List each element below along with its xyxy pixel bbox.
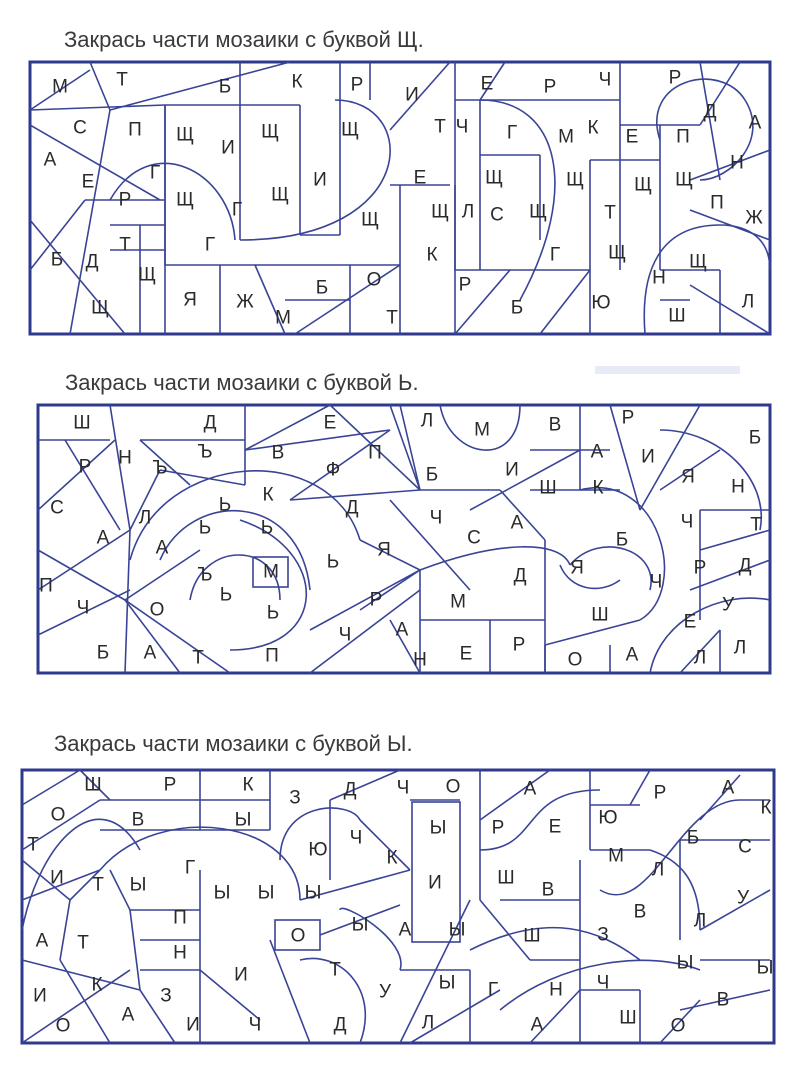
mosaic-letter: И <box>641 446 655 468</box>
mosaic-letter: Т <box>386 307 398 329</box>
mosaic-letter: Н <box>118 447 132 469</box>
mosaic-letter: Р <box>543 76 557 98</box>
mosaic-letter: Р <box>621 407 635 429</box>
mosaic-letter: Б <box>615 529 629 551</box>
mosaic-letter: Г <box>231 199 243 221</box>
mosaic-letter: Ы <box>304 882 322 904</box>
mosaic-letter: А <box>121 1004 135 1026</box>
mosaic-letter: З <box>289 787 301 809</box>
mosaic-letter: Ы <box>429 817 447 839</box>
mosaic-letter: Я <box>570 557 584 579</box>
mosaic-letter: А <box>398 919 412 941</box>
mosaic-letter: Ч <box>76 597 90 619</box>
mosaic-letter: Г <box>204 234 216 256</box>
mosaic-letter: И <box>428 872 442 894</box>
mosaic-letter: Т <box>604 202 616 224</box>
mosaic-letter: Е <box>81 171 95 193</box>
mosaic-letter: Ш <box>619 1007 637 1029</box>
mosaic-letter: Н <box>413 649 427 671</box>
mosaic-letter: Щ <box>608 242 626 264</box>
mosaic-letter: Щ <box>431 201 449 223</box>
mosaic-letter: Р <box>693 557 707 579</box>
mosaic-letter: О <box>290 925 306 947</box>
mosaic-letter: Е <box>480 73 494 95</box>
mosaic-letter: С <box>73 117 87 139</box>
mosaic-letter: Д <box>343 779 357 801</box>
mosaic-letter: В <box>131 809 145 831</box>
mosaic-letter: Д <box>85 251 99 273</box>
mosaic-letter: Ю <box>591 292 611 314</box>
mosaic-letter: Л <box>461 201 475 223</box>
mosaic-letter: О <box>55 1015 71 1037</box>
mosaic-letter: И <box>234 964 248 986</box>
mosaic-letter: М <box>263 561 279 583</box>
mosaic-letter: Е <box>413 167 427 189</box>
mosaic-letter: Г <box>487 979 499 1001</box>
mosaic-letter: П <box>173 907 187 929</box>
mosaic-1 <box>0 40 810 350</box>
mosaic-letter: Ж <box>745 207 763 229</box>
mosaic-letter: Щ <box>566 169 584 191</box>
mosaic-letter: Я <box>183 289 197 311</box>
mosaic-letter: К <box>242 774 254 796</box>
mosaic-letter: К <box>262 484 274 506</box>
mosaic-letter: Р <box>458 274 472 296</box>
mosaic-letter: Д <box>203 412 217 434</box>
mosaic-letter: Т <box>192 647 204 669</box>
mosaic-letter: Ш <box>591 604 609 626</box>
mosaic-letter: Д <box>703 101 717 123</box>
mosaic-letter: Ч <box>596 972 610 994</box>
mosaic-letter: Л <box>421 1012 435 1034</box>
mosaic-letter: Б <box>748 427 762 449</box>
mosaic-letter: Д <box>738 555 752 577</box>
mosaic-letter: Е <box>548 816 562 838</box>
mosaic-letter: П <box>676 126 690 148</box>
mosaic-letter: А <box>96 527 110 549</box>
mosaic-letter: М <box>608 845 624 867</box>
mosaic-letter: Е <box>459 643 473 665</box>
mosaic-letter: Б <box>686 827 700 849</box>
mosaic-letter: Г <box>549 244 561 266</box>
mosaic-letter: Ч <box>338 624 352 646</box>
mosaic-letter: Ш <box>73 412 91 434</box>
mosaic-letter: Щ <box>176 189 194 211</box>
mosaic-letter: З <box>597 924 609 946</box>
mosaic-letter: Ь <box>218 494 232 516</box>
mosaic-letter: Е <box>683 611 697 633</box>
mosaic-letter: А <box>625 644 639 666</box>
mosaic-letter: П <box>39 575 53 597</box>
mosaic-letter: М <box>275 307 291 329</box>
mosaic-letter: Ж <box>236 291 254 313</box>
mosaic-letter: Я <box>377 539 391 561</box>
mosaic-letter: М <box>52 76 68 98</box>
mosaic-letter: Р <box>491 817 505 839</box>
mosaic-letter: О <box>445 776 461 798</box>
mosaic-letter: Р <box>653 782 667 804</box>
mosaic-letter: Т <box>329 959 341 981</box>
mosaic-letter: Н <box>173 942 187 964</box>
mosaic-letter: Ы <box>213 882 231 904</box>
mosaic-letter: А <box>590 441 604 463</box>
mosaic-letter: Е <box>323 412 337 434</box>
mosaic-letter: Щ <box>689 251 707 273</box>
mosaic-letter: В <box>548 414 562 436</box>
mosaic-letter: Щ <box>138 264 156 286</box>
mosaic-letter: П <box>710 192 724 214</box>
mosaic-letter: Щ <box>675 169 693 191</box>
mosaic-letter: Щ <box>634 174 652 196</box>
mosaic-letter: Б <box>218 76 232 98</box>
mosaic-letter: Ч <box>598 69 612 91</box>
mosaic-letter: Ь <box>260 517 274 539</box>
mosaic-letter: Ъ <box>152 457 168 479</box>
mosaic-letter: Ш <box>84 774 102 796</box>
mosaic-letter: Б <box>425 464 439 486</box>
mosaic-letter: Ы <box>257 882 275 904</box>
mosaic-letter: А <box>748 112 762 134</box>
mosaic-letter: А <box>395 619 409 641</box>
mosaic-letter: О <box>50 804 66 826</box>
mosaic-letter: Т <box>92 874 104 896</box>
mosaic-letter: Д <box>333 1014 347 1036</box>
mosaic-letter: Е <box>625 126 639 148</box>
mosaic-letter: Щ <box>271 184 289 206</box>
mosaic-letter: З <box>160 985 172 1007</box>
mosaic-letter: М <box>558 126 574 148</box>
mosaic-letter: Ю <box>598 807 618 829</box>
mosaic-letter: Т <box>27 834 39 856</box>
mosaic-letter: К <box>91 974 103 996</box>
mosaic-letter: Ы <box>438 972 456 994</box>
mosaic-letter: А <box>523 778 537 800</box>
mosaic-letter: О <box>366 269 382 291</box>
mosaic-letter: К <box>592 477 604 499</box>
task-1-title: Закрась части мозаики с буквой Щ. <box>64 27 424 52</box>
mosaic-letter: В <box>541 879 555 901</box>
mosaic-letter: Ч <box>396 777 410 799</box>
mosaic-letter: И <box>221 137 235 159</box>
mosaic-letter: Я <box>681 466 695 488</box>
mosaic-letter: И <box>313 169 327 191</box>
mosaic-letter: И <box>33 985 47 1007</box>
mosaic-letter: Ч <box>349 827 363 849</box>
mosaic-letter: Л <box>138 507 152 529</box>
mosaic-letter: Т <box>750 514 762 536</box>
mosaic-letter: А <box>43 149 57 171</box>
mosaic-letter: Р <box>668 67 682 89</box>
mosaic-letter: Л <box>651 859 665 881</box>
mosaic-letter: А <box>155 537 169 559</box>
mosaic-letter: Ш <box>668 305 686 327</box>
mosaic-letter: Л <box>741 291 755 313</box>
mosaic-letter: К <box>587 117 599 139</box>
mosaic-letter: Ш <box>523 925 541 947</box>
mosaic-letter: Н <box>652 267 666 289</box>
mosaic-letter: Ь <box>266 602 280 624</box>
mosaic-letter: Щ <box>485 167 503 189</box>
mosaic-letter: Д <box>345 497 359 519</box>
mosaic-letter: Щ <box>261 121 279 143</box>
mosaic-letter: Ю <box>308 839 328 861</box>
mosaic-letter: Р <box>350 74 364 96</box>
mosaic-letter: Щ <box>341 119 359 141</box>
mosaic-letter: А <box>530 1014 544 1036</box>
mosaic-letter: Л <box>420 410 434 432</box>
task-2-title: Закрась части мозаики с буквой Ь. <box>65 370 419 395</box>
mosaic-letter: Р <box>118 189 132 211</box>
mosaic-letter: К <box>386 847 398 869</box>
mosaic-letter: Ч <box>248 1014 262 1036</box>
mosaic-letter: Б <box>96 642 110 664</box>
mosaic-letter: Ь <box>326 551 340 573</box>
mosaic-letter: П <box>128 119 142 141</box>
mosaic-letter: С <box>467 527 481 549</box>
mosaic-letter: Б <box>510 297 524 319</box>
mosaic-letter: Н <box>549 979 563 1001</box>
mosaic-letter: Б <box>315 277 329 299</box>
mosaic-letter: И <box>505 459 519 481</box>
mosaic-letter: Ъ <box>197 441 213 463</box>
mosaic-letter: О <box>670 1015 686 1037</box>
mosaic-letter: Д <box>513 565 527 587</box>
mosaic-letter: А <box>143 642 157 664</box>
mosaic-letter: Н <box>730 152 744 174</box>
mosaic-letter: Г <box>149 162 161 184</box>
mosaic-letter: Л <box>693 647 707 669</box>
mosaic-letter: Г <box>184 857 196 879</box>
mosaic-letter: В <box>716 989 730 1011</box>
mosaic-letter: Т <box>119 234 131 256</box>
mosaic-letter: К <box>426 244 438 266</box>
mosaic-letter: В <box>271 442 285 464</box>
mosaic-letter: А <box>721 777 735 799</box>
mosaic-letter: И <box>186 1014 200 1036</box>
task-3-title: Закрась части мозаики с буквой Ы. <box>54 731 413 756</box>
mosaic-letter: Ч <box>649 571 663 593</box>
mosaic-letter: Щ <box>91 297 109 319</box>
mosaic-letter: С <box>50 497 64 519</box>
mosaic-letter: Ф <box>325 459 341 481</box>
mosaic-letter: Ь <box>219 584 233 606</box>
mosaic-letter: С <box>490 204 504 226</box>
mosaic-letter: П <box>368 442 382 464</box>
mosaic-letter: Щ <box>361 209 379 231</box>
mosaic-letter: Щ <box>176 124 194 146</box>
mosaic-letter: И <box>405 84 419 106</box>
mosaic-letter: Ы <box>756 957 774 979</box>
mosaic-3 <box>0 760 810 1060</box>
mosaic-letter: Р <box>78 456 92 478</box>
mosaic-letter: Н <box>731 476 745 498</box>
mosaic-letter: Ч <box>680 511 694 533</box>
mosaic-letter: Т <box>434 116 446 138</box>
mosaic-letter: Р <box>163 774 177 796</box>
mosaic-letter: С <box>738 836 752 858</box>
mosaic-letter: К <box>291 71 303 93</box>
mosaic-letter: Т <box>77 932 89 954</box>
mosaic-letter: У <box>721 594 735 616</box>
mosaic-letter: Р <box>512 634 526 656</box>
mosaic-letter: Л <box>693 910 707 932</box>
mosaic-letter: Ъ <box>197 564 213 586</box>
mosaic-letter: А <box>35 930 49 952</box>
mosaic-letter: Ы <box>351 914 369 936</box>
mosaic-letter: И <box>50 867 64 889</box>
mosaic-letter: Ы <box>129 874 147 896</box>
mosaic-letter: Ш <box>497 867 515 889</box>
mosaic-letter: К <box>760 797 772 819</box>
mosaic-letter: А <box>510 512 524 534</box>
mosaic-letter: Щ <box>529 201 547 223</box>
mosaic-letter: О <box>567 649 583 671</box>
mosaic-2 <box>0 390 810 690</box>
mosaic-letter: Л <box>733 637 747 659</box>
mosaic-letter: Р <box>369 589 383 611</box>
mosaic-letter: М <box>450 591 466 613</box>
mosaic-letter: П <box>265 645 279 667</box>
mosaic-letter: Ь <box>198 517 212 539</box>
mosaic-letter: Ч <box>455 116 469 138</box>
mosaic-letter: Ы <box>234 809 252 831</box>
mosaic-letter: Ы <box>676 952 694 974</box>
mosaic-letter: Ш <box>539 477 557 499</box>
mosaic-letter: М <box>474 419 490 441</box>
mosaic-letter: О <box>149 599 165 621</box>
print-artifact <box>595 366 740 374</box>
mosaic-letter: Т <box>116 69 128 91</box>
mosaic-letter: Ы <box>448 919 466 941</box>
mosaic-letter: У <box>736 887 750 909</box>
mosaic-letter: У <box>378 981 392 1003</box>
mosaic-letter: В <box>633 901 647 923</box>
mosaic-letter: Ч <box>429 507 443 529</box>
mosaic-letter: Г <box>506 122 518 144</box>
mosaic-letter: Б <box>50 249 64 271</box>
